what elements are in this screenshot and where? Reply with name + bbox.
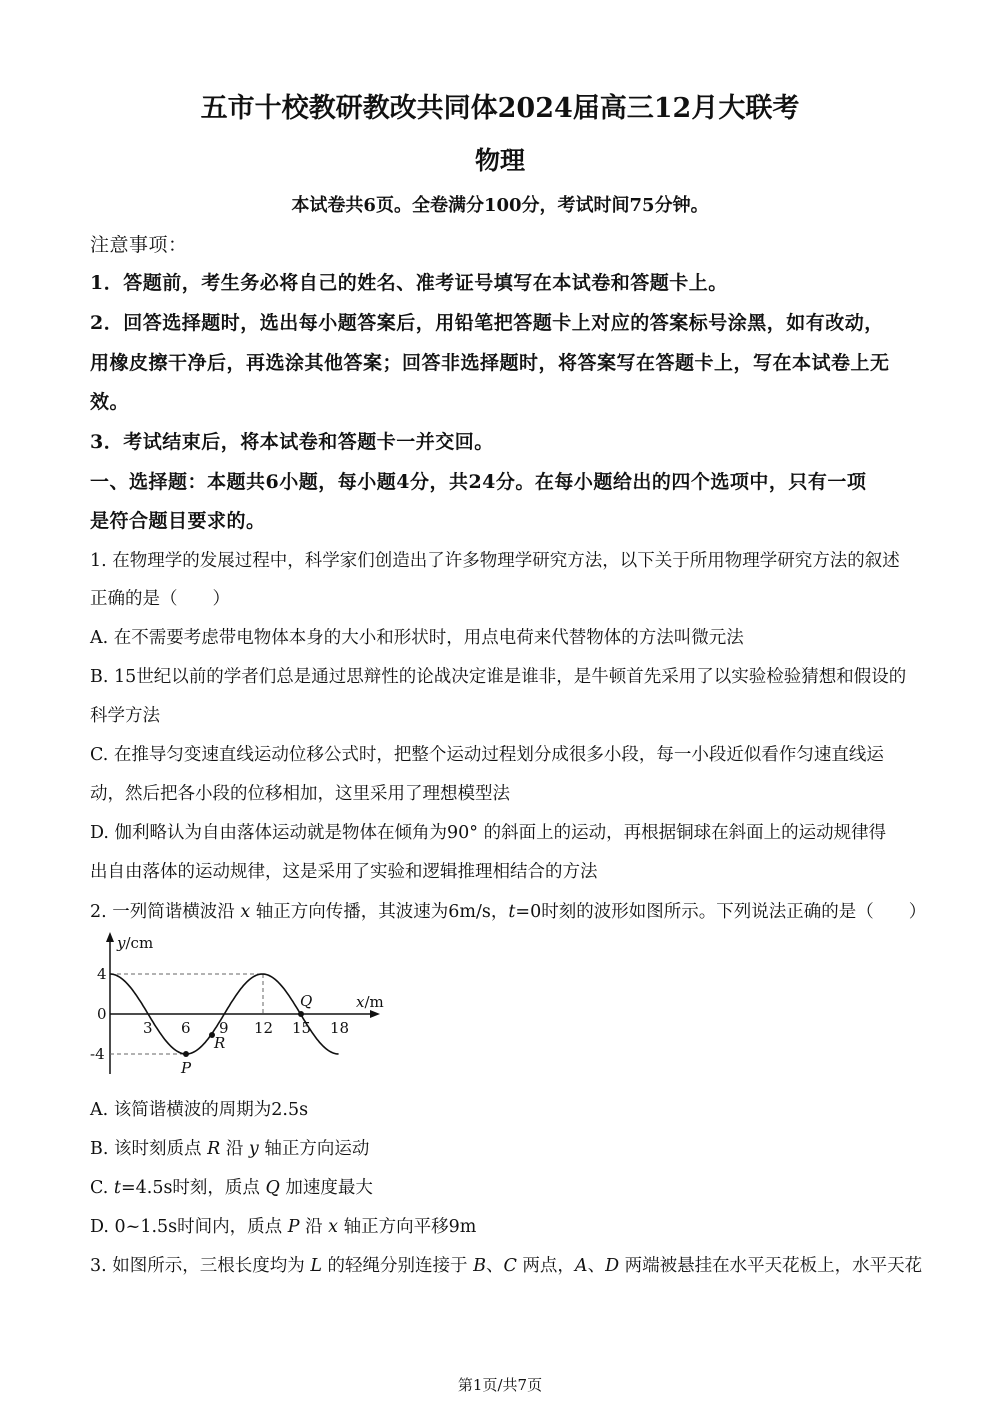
section-1-line-1: 一、选择题：本题共6小题，每小题4分，共24分。在每小题给出的四个选项中，只有一项 — [90, 471, 867, 493]
q3-stem: 3. 如图所示，三根长度均为 L 的轻绳分别连接于 B、C 两点，A、D 两端被悬挂在水平天花板上，水平天花 — [90, 1256, 923, 1276]
q1-stem-line-1: 1. 在物理学的发展过程中，科学家们创造出了许多物理学研究方法，以下关于所用物理学研究方法的叙述 — [90, 551, 900, 571]
q1-option-b-line-2: 科学方法 — [90, 706, 160, 726]
q2-stem: 2. 一列简谐横波沿 x 轴正方向传播，其波速为6m/s，t=0时刻的波形如图所示。下列说法正确的是（ ） — [90, 902, 927, 922]
q2-option-a: A. 该简谐横波的周期为2.5s — [90, 1100, 309, 1120]
subject-title: 物理 — [474, 146, 525, 175]
q2-option-d: D. 0~1.5s时间内，质点 P 沿 x 轴正方向平移9m — [90, 1217, 477, 1237]
point-r-label: R — [214, 1034, 226, 1052]
exam-title: 五市十校教研教改共同体2024届高三12月大联考 — [200, 93, 800, 124]
x-tick-6: 6 — [181, 1019, 191, 1037]
q1-option-b-line-1: B. 15世纪以前的学者们总是通过思辩性的论战决定谁是谁非，是牛顿首先采用了以实验检验猜想和假设的 — [90, 667, 907, 687]
point-q-label: Q — [300, 992, 313, 1010]
x-tick-15: 15 — [292, 1019, 312, 1037]
q1-stem-line-2: 正确的是（ ） — [90, 589, 230, 609]
x-tick-3: 3 — [143, 1019, 153, 1037]
q2-option-b: B. 该时刻质点 R 沿 y 轴正方向运动 — [90, 1139, 370, 1159]
q1-option-c-line-2: 动，然后把各小段的位移相加，这里采用了理想模型法 — [90, 784, 510, 804]
point-p-label: P — [181, 1059, 192, 1077]
y-tick-neg-4: -4 — [90, 1045, 105, 1063]
y-tick-4: 4 — [97, 965, 107, 983]
exam-info: 本试卷共6页。全卷满分100分，考试时间75分钟。 — [291, 195, 709, 216]
notes-heading: 注意事项： — [90, 234, 188, 256]
q1-option-c-line-1: C. 在推导匀变速直线运动位移公式时，把整个运动过程划分成很多小段，每一小段近似看作匀速直线运 — [90, 745, 884, 765]
point-p-dot — [183, 1051, 189, 1057]
section-1-line-2: 是符合题目要求的。 — [90, 510, 266, 532]
y-tick-0: 0 — [97, 1005, 107, 1023]
wave-graph — [86, 928, 386, 1078]
q1-option-d-line-1: D. 伽利略认为自由落体运动就是物体在倾角为90° 的斜面上的运动，再根据铜球在斜面上的运动规律得 — [90, 823, 887, 843]
point-q-dot — [298, 1011, 304, 1017]
y-axis-arrow-icon — [106, 932, 114, 942]
note-1: 1．答题前，考生务必将自己的姓名、准考证号填写在本试卷和答题卡上。 — [90, 272, 728, 294]
y-axis-label: y/cm — [117, 934, 154, 952]
x-tick-12: 12 — [254, 1019, 274, 1037]
note-3: 3．考试结束后，将本试卷和答题卡一并交回。 — [90, 431, 494, 453]
x-axis-arrow-icon — [370, 1010, 380, 1018]
x-tick-18: 18 — [330, 1019, 350, 1037]
q2-option-c: C. t=4.5s时刻，质点 Q 加速度最大 — [90, 1178, 373, 1198]
q1-option-a: A. 在不需要考虑带电物体本身的大小和形状时，用点电荷来代替物体的方法叫微元法 — [90, 628, 744, 648]
note-2-line-3: 效。 — [90, 391, 130, 413]
note-2-line-1: 2．回答选择题时，选出每小题答案后，用铅笔把答题卡上对应的答案标号涂黑，如有改动， — [90, 312, 884, 334]
q1-option-d-line-2: 出自由落体的运动规律，这是采用了实验和逻辑推理相结合的方法 — [90, 862, 598, 882]
note-2-line-2: 用橡皮擦干净后，再选涂其他答案；回答非选择题时，将答案写在答题卡上，写在本试卷上无 — [90, 352, 890, 374]
x-axis-label: x/m — [356, 993, 384, 1011]
x-tick-9: 9 — [219, 1019, 229, 1037]
page-footer: 第1页/共7页 — [457, 1376, 543, 1394]
